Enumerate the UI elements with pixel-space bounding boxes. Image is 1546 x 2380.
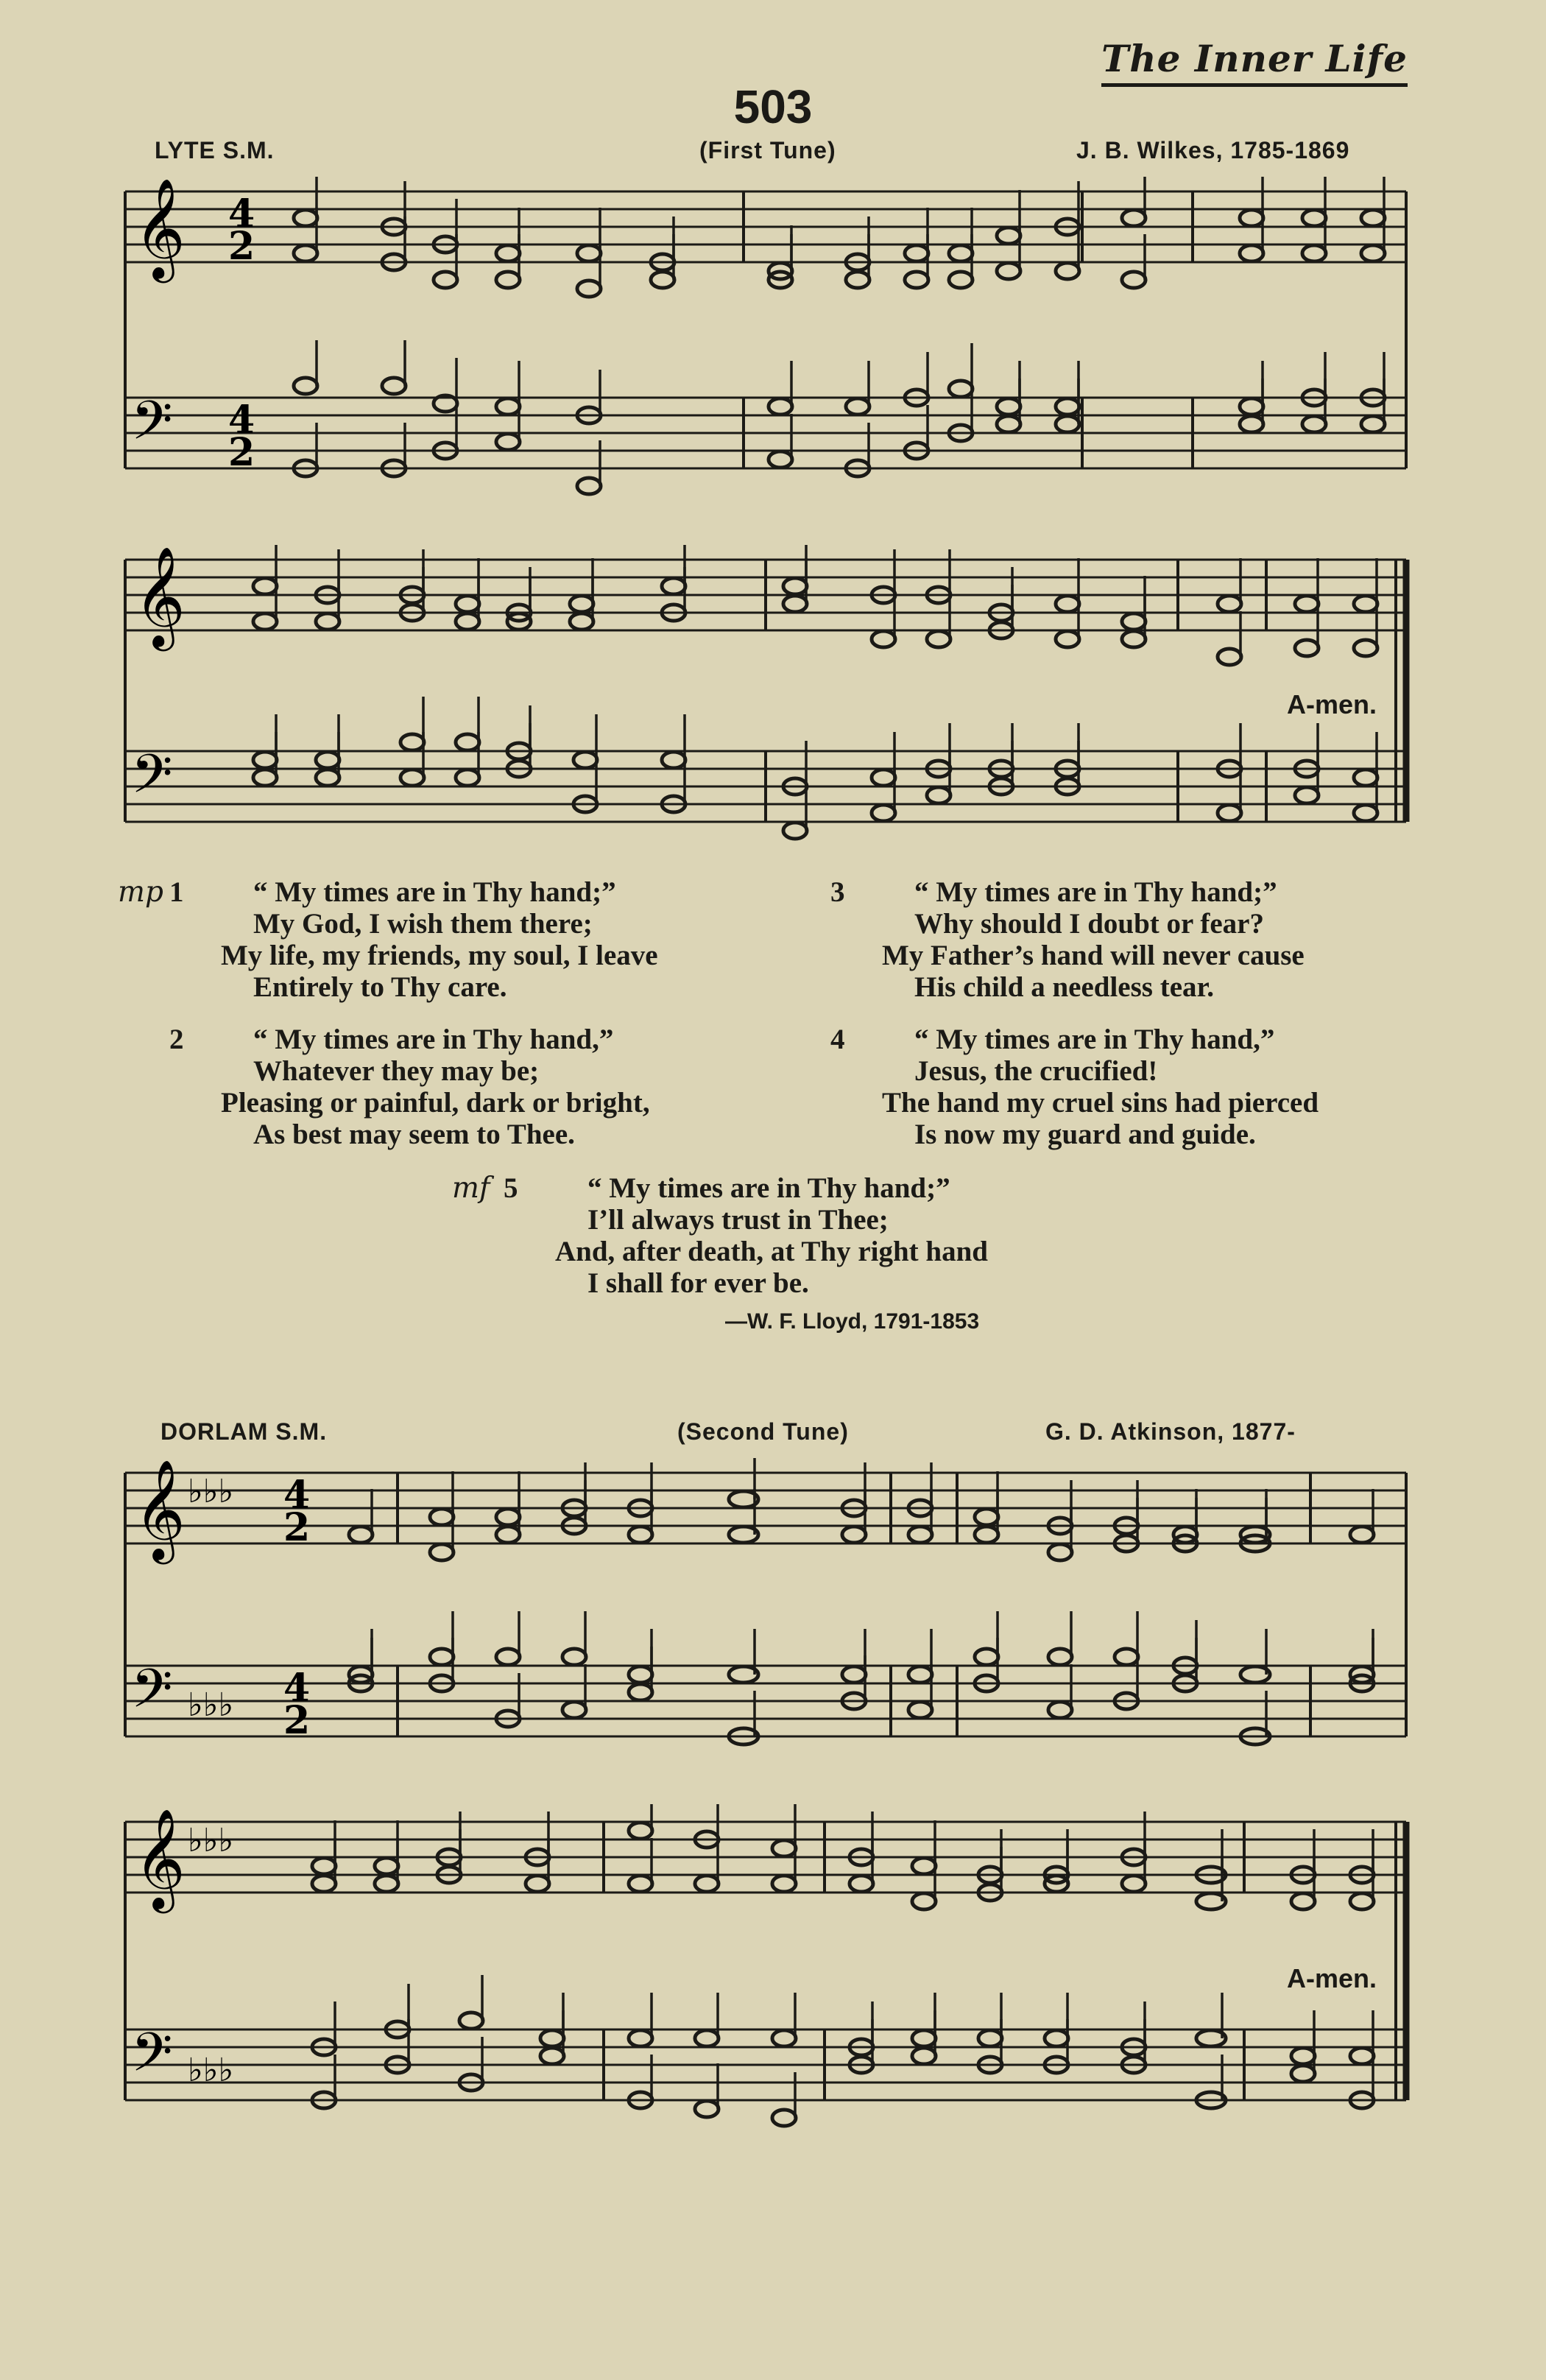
first-tune-system-1 — [118, 177, 1413, 501]
second-tune-system-2 — [118, 1804, 1413, 2150]
hymn-author: —W. F. Lloyd, 1791-1853 — [725, 1309, 980, 1334]
svg-text:2: 2 — [228, 430, 255, 475]
svg-text:2: 2 — [283, 1505, 311, 1550]
second-tune-label: (Second Tune) — [677, 1418, 849, 1445]
treble-clef-icon: 𝄞 — [134, 177, 186, 278]
svg-text:♭♭♭: ♭♭♭ — [188, 2052, 234, 2089]
first-tune-notes-1 — [294, 177, 1385, 494]
svg-text:2: 2 — [228, 224, 255, 269]
svg-text:𝄞: 𝄞 — [134, 1807, 186, 1909]
first-tune-name: LYTE S.M. — [155, 137, 275, 163]
svg-text:♭♭♭: ♭♭♭ — [188, 1473, 234, 1510]
svg-text:𝄢: 𝄢 — [131, 1657, 173, 1733]
first-tune-label: (First Tune) — [699, 137, 836, 163]
svg-text:𝄢: 𝄢 — [131, 742, 173, 818]
verse-2: 2 “ My times are in Thy hand,” Whatever they may be; Pleasing or painful, dark or bright, As best may seem to Thee. — [169, 1024, 650, 1150]
section-title: The Inner Life — [1101, 37, 1408, 87]
verse-1: mp 1 “ My times are in Thy hand;” My God, I wish them there; My life, my friends, my soul, I leave Entirely to Thy care. — [118, 876, 658, 1003]
svg-text:4: 4 — [228, 398, 255, 443]
svg-text:𝄞: 𝄞 — [134, 545, 186, 647]
svg-text:♭♭♭: ♭♭♭ — [188, 1686, 234, 1724]
verse-3: 3 “ My times are in Thy hand;” Why should I doubt or fear? My Father’s hand will never cause His child a needless tear. — [830, 876, 1305, 1003]
verse-5: mf 5 “ My times are in Thy hand;” I’ll always trust in Thee; And, after death, at Thy right hand I shall for ever be. — [452, 1172, 988, 1299]
svg-text:4: 4 — [228, 191, 255, 236]
second-tune-composer: G. D. Atkinson, 1877- — [1045, 1418, 1296, 1445]
bass-clef-icon: 𝄢 — [131, 389, 173, 465]
svg-text:4: 4 — [283, 1473, 311, 1518]
second-tune-name: DORLAM S.M. — [160, 1418, 328, 1445]
svg-text:♭♭♭: ♭♭♭ — [188, 1822, 234, 1859]
svg-text:4: 4 — [283, 1666, 311, 1711]
hymn-number: 503 — [733, 80, 813, 133]
second-tune-system-1 — [118, 1458, 1413, 1782]
first-tune-amen: A-men. — [1287, 689, 1377, 719]
second-tune-amen: A-men. — [1287, 1963, 1377, 1993]
verse-4: 4 “ My times are in Thy hand,” Jesus, the crucified! The hand my cruel sins had pierced Is now my guard and guide. — [830, 1024, 1319, 1150]
svg-text:2: 2 — [283, 1698, 311, 1743]
svg-text:𝄞: 𝄞 — [134, 1458, 186, 1560]
first-tune-system-2 — [118, 545, 1413, 869]
first-tune-composer: J. B. Wilkes, 1785-1869 — [1076, 137, 1350, 163]
svg-text:𝄢: 𝄢 — [131, 2021, 173, 2096]
